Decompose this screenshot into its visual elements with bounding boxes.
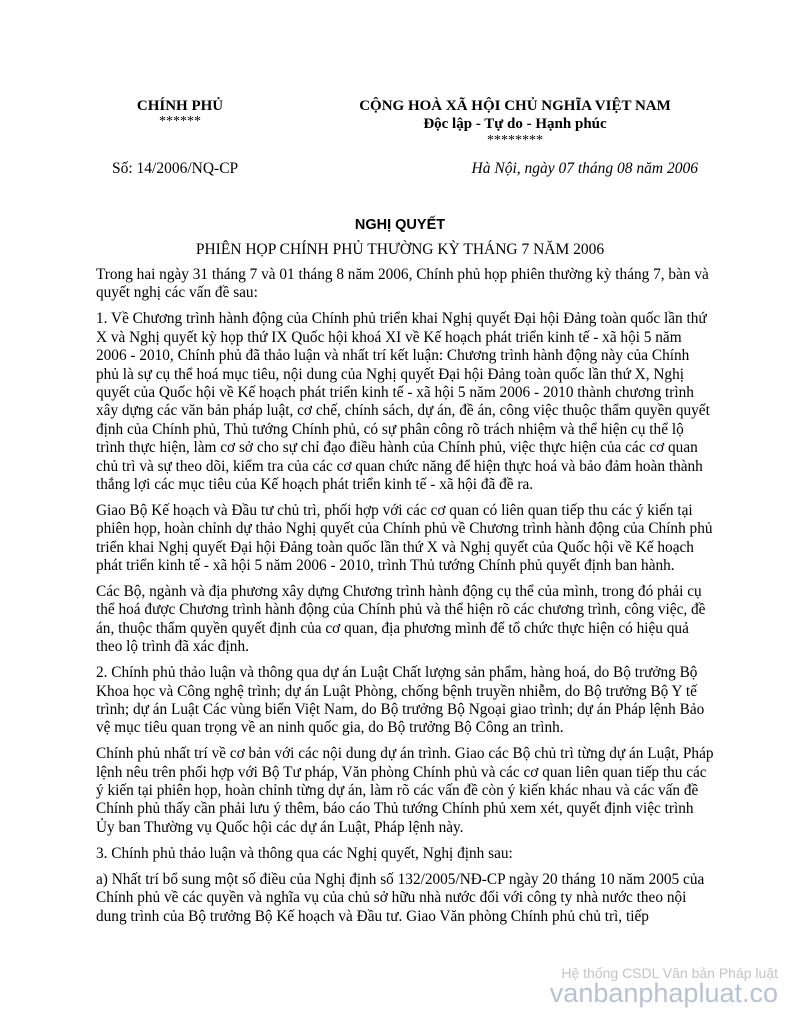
national-motto-block <box>315 97 715 148</box>
document-number: Số: 14/2006/NQ-CP <box>112 160 239 177</box>
paragraph: Giao Bộ Kế hoạch và Đầu tư chủ trì, phối hợp với các cơ quan có liên quan tiếp thu các ý kiến tại phiên họp, hoàn chỉnh dự thảo Nghị quyết của Chính phủ về Chương trình hành động của Chính phủ triển khai Nghị quyết Đại hội Đảng toàn quốc lần thứ X và Nghị quyết của Quốc hội về Kế hoạch phát triển kinh tế - xã hội 5 năm 2006 - 2010, trình Thủ tướng Chính phủ quyết định ban hành. <box>96 501 713 575</box>
paragraph: 3. Chính phủ thảo luận và thông qua các Nghị quyết, Nghị định sau: <box>96 844 513 862</box>
paragraph: 2. Chính phủ thảo luận và thông qua dự án Luật Chất lượng sản phẩm, hàng hoá, do Bộ trưởng Bộ Khoa học và Công nghệ trình; dự án Luật Phòng, chống bệnh truyền nhiễm, do Bộ trưởng Bộ Y tế trình; dự án Luật Các vùng biển Việt Nam, do Bộ trưởng Bộ Ngoại giao trình; dự án Pháp lệnh Bảo vệ mục tiêu quan trọng về an ninh quốc gia, do Bộ trưởng Bộ Công an trình. <box>96 664 705 737</box>
paragraph: Trong hai ngày 31 tháng 7 và 01 tháng 8 năm 2006, Chính phủ họp phiên thường kỳ tháng 7, bàn và quyết nghị các vấn đề sau: <box>96 266 709 302</box>
document-subject: PHIÊN HỌP CHÍNH PHỦ THƯỜNG KỲ THÁNG 7 NĂM 2006 <box>195 241 605 258</box>
watermark-caption: Hệ thống CSDL Văn bản Pháp luật <box>561 965 778 981</box>
paragraph: a) Nhất trí bổ sung một số điều của Nghị định số 132/2005/NĐ-CP ngày 20 tháng 10 năm 2005 của Chính phủ về các quyền và nghĩa vụ của chủ sở hữu nhà nước đối với công ty nhà nước theo nội dung trình của Bộ trưởng Bộ Kế hoạch và Đầu tư. Giao Văn phòng Chính phủ chủ trì, tiếp <box>96 870 705 925</box>
paragraph: Chính phủ nhất trí về cơ bản với các nội dung dự án trình. Giao các Bộ chủ trì từng dự án Luật, Pháp lệnh nêu trên phối hợp với Bộ Tư pháp, Văn phòng Chính phủ và các cơ quan liên quan tiếp thu các ý kiến tại phiên họp, hoàn chỉnh từng dự án, làm rõ các vấn đề còn ý kiến khác nhau và các vấn đề Chính phủ thấy cần phải lưu ý thêm, báo cáo Thủ tướng Chính phủ xem xét, quyết định việc trình Ủy ban Thường vụ Quốc hội các dự án Luật, Pháp lệnh này. <box>96 745 714 836</box>
document-body <box>96 266 714 933</box>
motto-stars: ******** <box>487 133 543 148</box>
document-type: NGHỊ QUYẾT <box>354 217 446 233</box>
paragraph: Các Bộ, ngành và địa phương xây dựng Chương trình hành động cụ thể của mình, trong đó phải cụ thể hoá được Chương trình hành động của Chính phủ và thể hiện rõ các chương trình, công việc, đề án, thuộc thẩm quyền quyết định của cơ quan, địa phương mình để tổ chức thực hiện có hiệu quả theo lộ trình đã xác định. <box>96 583 706 656</box>
place-date: Hà Nội, ngày 07 tháng 08 năm 2006 <box>471 160 698 177</box>
issuer-block <box>120 97 240 129</box>
issuer-name: CHÍNH PHỦ <box>136 98 224 114</box>
nation-name: CỘNG HOÀ XÃ HỘI CHỦ NGHĨA VIỆT NAM <box>359 98 671 114</box>
issuer-stars: ****** <box>159 114 201 129</box>
motto: Độc lập - Tự do - Hạnh phúc <box>423 116 607 132</box>
paragraph: 1. Về Chương trình hành động của Chính phủ triển khai Nghị quyết Đại hội Đảng toàn quốc lần thứ X và Nghị quyết kỳ họp thứ IX Quốc hội khoá XI về Kế hoạch phát triển kinh tế - xã hội 5 năm 2006 - 2010, Chính phủ đã thảo luận và nhất trí kết luận: Chương trình hành động này của Chính phủ là sự cụ thể hoá mục tiêu, nội dung của Nghị quyết Đại hội Đảng toàn quốc lần thứ X, Nghị quyết của Quốc hội về Kế hoạch phát triển kinh tế - xã hội 5 năm 2006 - 2010 thành chương trình xây dựng các văn bản pháp luật, cơ chế, chính sách, dự án, đề án, công việc thuộc thẩm quyền quyết định của Chính phủ, Thủ tướng Chính phủ, có sự phân công rõ trách nhiệm và thể hiện cụ thể lộ trình thực hiện, làm cơ sở cho sự chỉ đạo điều hành của Chính phủ, việc thực hiện của các cơ quan chủ trì và sự theo dõi, kiểm tra của các cơ quan chức năng để hiện thực hoá và bảo đảm hoàn thành thắng lợi các mục tiêu của Kế hoạch phát triển kinh tế - xã hội đã đề ra. <box>96 310 710 493</box>
watermark-site: vanbanphapluat.co <box>549 978 778 1008</box>
